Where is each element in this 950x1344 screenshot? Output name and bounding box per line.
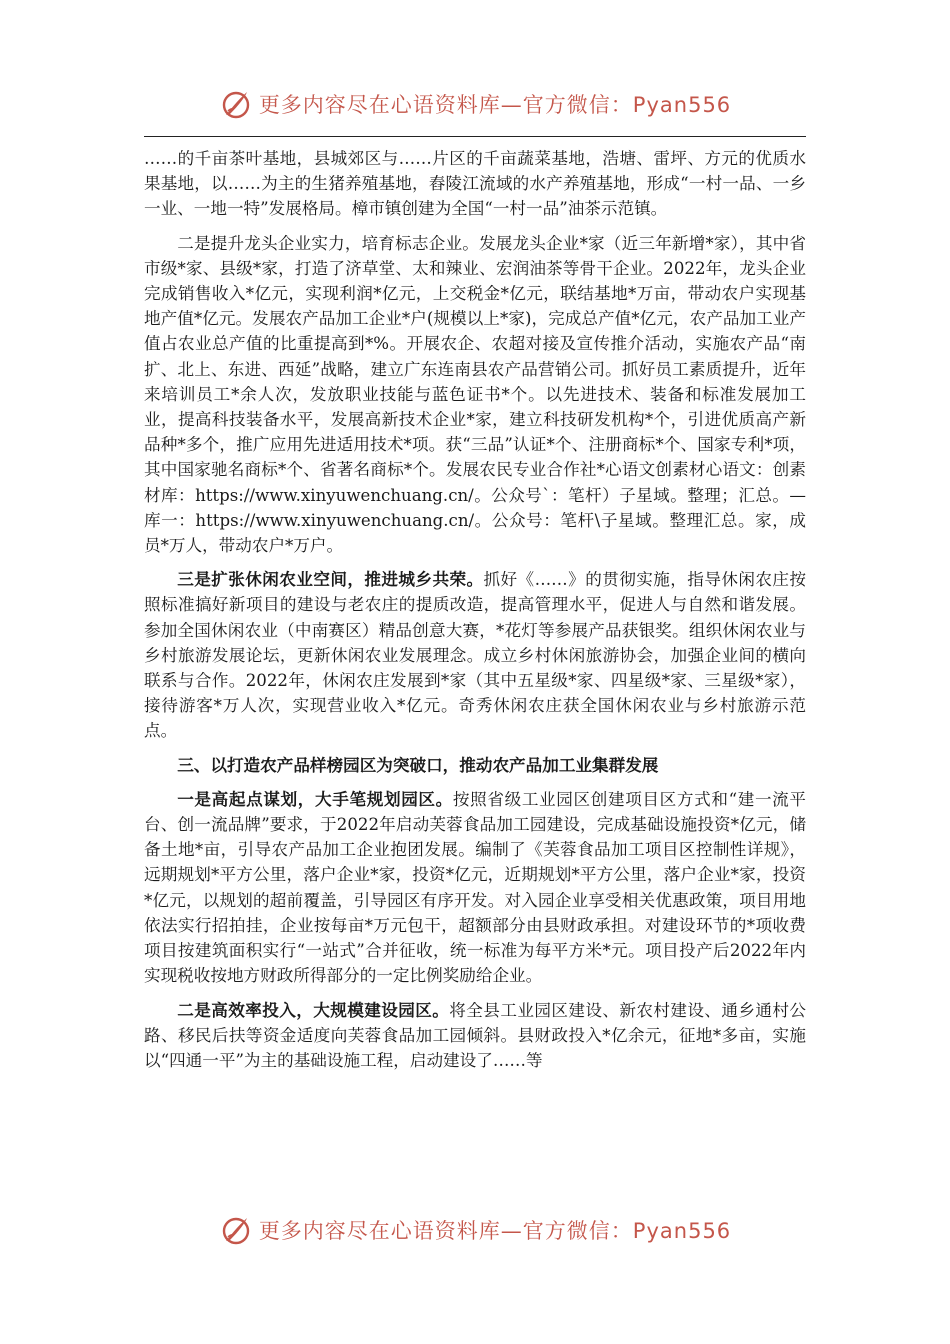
paragraph-3-lead: 三是扩张休闲农业空间，推进城乡共荣。	[177, 569, 484, 590]
paragraph-5	[144, 998, 806, 1074]
section-heading-3: 三、以打造农产品样榜园区为突破口，推动农产品加工业集群发展	[177, 754, 659, 775]
paragraph-2: 二是提升龙头企业实力，培育标志企业。发展龙头企业*家（近三年新增*家），其中省市级*家、县级*家，打造了济草堂、太和辣业、宏润油茶等骨干企业。2022年，龙头企业完成销售收入*亿元，实现利润*亿元，上交税金*亿元，联结基地*万亩，带动农户实现基地产值*亿元。发展农产品加工企业*户(规模以上*家)，完成总产值*亿元，农产品加工业产值占农业总产值的比重提高到*%。开展农企、农超对接及宣传推介活动，实施农产品“南扩、北上、东进、西延”战略，建立广东连南县农产品营销公司。抓好员工素质提升，近年来培训员工*余人次，发放职业技能与蓝色证书*个。以先进技术、装备和标准发展加工业，提高科技装备水平，发展高新技术企业*家，建立科技研发机构*个，引进优质高产新品种*多个，推广应用先进适用技术*项。获“三品”认证*个、注册商标*个、国家专利*项，其中国家驰名商标*个、省著名商标*个。发展农民专业合作社*心语文创素材心语文：创素材库：https://www.xinyuwenchuang.cn/。公众号`：笔杆）子星域。整理；汇总。—库一：https://www.xinyuwenchuang.cn/。公众号：笔杆\子星域。整理汇总。家，成员*万人，带动农户*万户。	[144, 233, 806, 556]
footer-banner	[0, 1208, 950, 1252]
brush-logo-icon	[219, 1213, 253, 1247]
brush-logo-icon	[219, 87, 253, 121]
paragraph-4-lead: 一是高起点谋划，大手笔规划园区。	[177, 788, 453, 809]
paragraph-5-lead: 二是高效率投入，大规模建设园区。	[177, 999, 450, 1020]
paragraph-4	[144, 787, 806, 989]
footer-banner-text: 更多内容尽在心语资料库—官方微信：Pyan556	[258, 1219, 732, 1243]
document-body	[144, 146, 806, 1082]
header-banner-text: 更多内容尽在心语资料库—官方微信：Pyan556	[258, 93, 732, 117]
paragraph-4-text: 按照省级工业园区创建项目区方式和“建一流平台、创一流品牌”要求，于2022年启动芙蓉食品加工园建设，完成基础设施投资*亿元，储备土地*亩，引导农产品加工企业抱团发展。编制了《芙蓉食品加工项目区控制性详规》，远期规划*平方公里，落户企业*家，投资*亿元，近期规划*平方公里，落户企业*家，投资*亿元，以规划的超前覆盖，引导园区有序开发。对入园企业享受相关优惠政策，项目用地依法实行招拍挂，企业按每亩*万元包干，超额部分由县财政承担。对建设环节的*项收费项目按建筑面积实行“一站式”合并征收，统一标准为每平方米*元。项目投产后2022年内实现税收按地方财政所得部分的一定比例奖励给企业。	[144, 789, 806, 986]
header-divider	[144, 136, 806, 137]
paragraph-3	[144, 567, 806, 743]
paragraph-1: ……的千亩茶叶基地，县城郊区与……片区的千亩蔬菜基地，浩塘、雷坪、方元的优质水果基地，以……为主的生猪养殖基地，舂陵江流域的水产养殖基地，形成“一村一品、一乡一业、一地一特”发展格局。樟市镇创建为全国“一村一品”油茶示范镇。	[144, 149, 806, 219]
paragraph-5-text: 将全县工业园区建设、新农村建设、通乡通村公路、移民后扶等资金适度向芙蓉食品加工园倾斜。县财政投入*亿余元，征地*多亩，实施以“四通一平”为主的基础设施工程，启动建设了……等	[144, 1000, 807, 1070]
header-banner	[0, 82, 950, 126]
paragraph-3-text: 抓好《……》的贯彻实施，指导休闲农庄按照标准搞好新项目的建设与老农庄的提质改造，提高管理水平，促进人与自然和谐发展。参加全国休闲农业（中南赛区）精品创意大赛，*花灯等参展产品获银奖。组织休闲农业与乡村旅游发展论坛，更新休闲农业发展理念。成立乡村休闲旅游协会，加强企业间的横向联系与合作。2022年，休闲农庄发展到*家（其中五星级*家、四星级*家、三星级*家），接待游客*万人次，实现营业收入*亿元。奇秀休闲农庄获全国休闲农业与乡村旅游示范点。	[144, 570, 807, 741]
